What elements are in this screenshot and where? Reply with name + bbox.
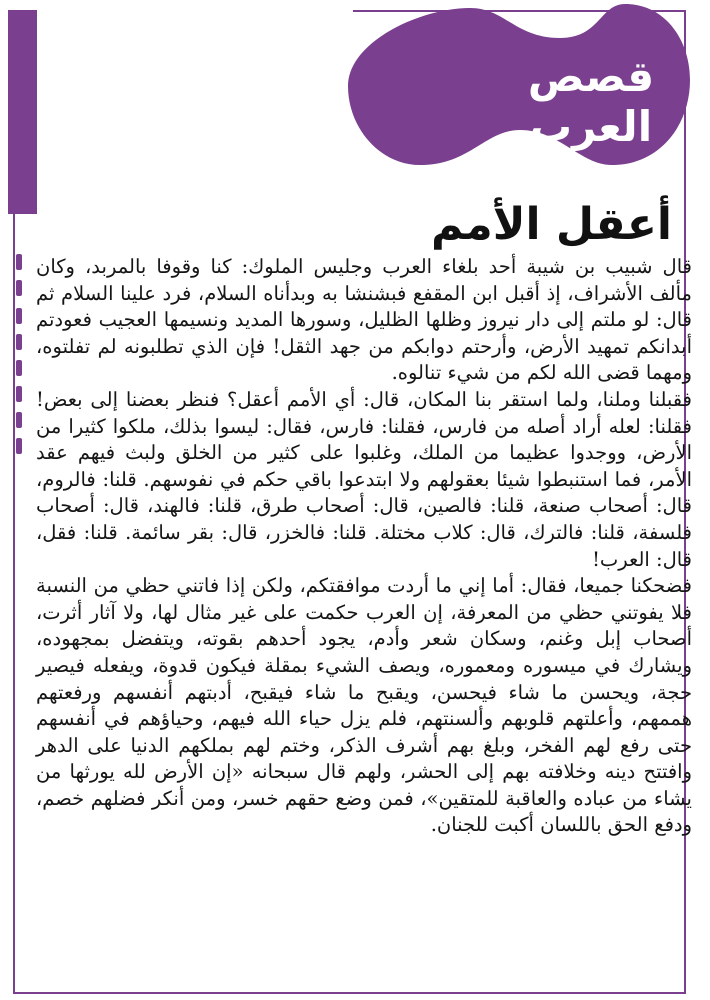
margin-dash [16,308,22,324]
article-paragraph: فقبلنا وملنا، ولما استقر بنا المكان، قال: أي الأمم أعقل؟ فنظر بعضنا إلى بعض! فقلنا: لعله أراد أصله من فارس، فقلنا: فارس، فقال: ليسوا بذلك، ملكوا كثيرا من الأرض، ووجدوا عظيما من الملك، وغلبوا على كثير من الخلق ولبث فيهم عقد الأمر، فما استنبطوا شيئا بعقولهم ولا ابتدعوا باقي حكم في نفوسهم. قلنا: فالروم، قال: أصحاب صنعة، قلنا: فالصين، قال: أصحاب طرق، قلنا: فالهند، قال: أصحاب فلسفة، قلنا: فالترك، قال: كلاب مختلة. قلنا: فالخزر، قال: بقر سائمة. قلنا: فقل، قال: العرب! [36,387,692,571]
margin-dash [16,254,22,270]
margin-dash [16,386,22,402]
article-title: أعقل الأمم [431,199,672,250]
margin-dash [16,280,22,296]
article-body [36,254,692,839]
section-badge-title: قصص العرب [527,52,655,151]
margin-dash [16,334,22,350]
article-paragraph: قال شبيب بن شيبة أحد بلغاء العرب وجليس الملوك: كنا وقوفا بالمربد، وكان مألف الأشراف، إذ أقبل ابن المقفع فبشنشا به وبدأناه السلام، فرد علينا السلام ثم قال: لو ملتم إلى دار نيروز وظلها الظليل، وسورها المديد ونسيمها العجيب فعودتم أبدانكم تمهيد الأرض، وأرحتم دوابكم من جهد الثقل! فإن الذي تطلبونه لم تفلتوه، ومهما قضى الله لكم من شيء تنالوه. [36,255,692,385]
margin-dash [16,360,22,376]
margin-dash [16,412,22,428]
margin-dash [16,438,22,454]
article-paragraph: فضحكنا جميعا، فقال: أما إني ما أردت موافقتكم، ولكن إذا فاتني حظي من النسبة فلا يفوتني حظي من المعرفة، إن العرب حكمت على غير مثال لها، ولا آثار أثرت، أصحاب إبل وغنم، وسكان شعر وأدم، يجود أحدهم بقوته، ويتفضل بمجهوده، ويشارك في ميسوره ومعموره، ويصف الشيء بمقلة فيكون قدوة، ويفعله فيصير حجة، ويحسن ما شاء فيحسن، ويقبح ما شاء فيقبح، أدبتهم أنفسهم ورفعتهم هممهم، وأعلتهم قلوبهم وألسنتهم، فلم يزل حياء الله فيهم، وحياؤهم في أنفسهم حتى رفع لهم الفخر، وبلغ بهم أشرف الذكر، وختم لهم بملكهم الدنيا على الدهر وافتتح دينه وخلافته بهم إلى الحشر، ولهم قال سبحانه «إن الأرض لله يورثها من يشاء من عباده والعاقبة للمتقين»، فمن وضع حقهم خسر، ومن أنكر فضلهم خصم، ودفع الحق باللسان أكبت للجنان. [36,574,693,837]
